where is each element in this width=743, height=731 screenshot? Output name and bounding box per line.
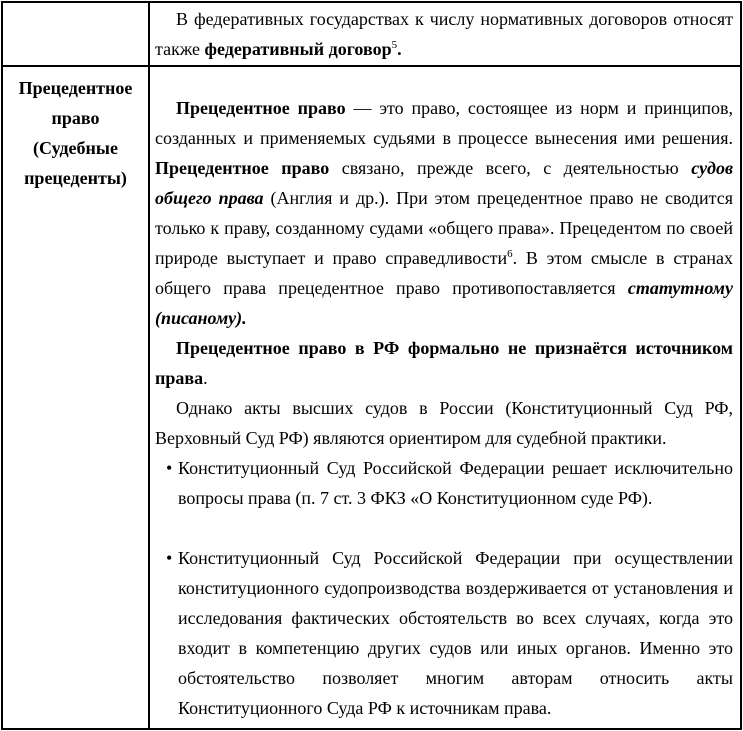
legal-sources-table xyxy=(1,1,742,730)
definition-cell-precedent-law xyxy=(149,66,741,729)
list-item-constitutional-court-law-questions xyxy=(155,453,733,513)
bullet-icon: • xyxy=(166,457,173,478)
term-title: Прецедентное право (Судебные прецеденты) xyxy=(18,77,133,188)
term-cell-empty xyxy=(2,2,149,66)
paragraph-precedent-rf-status: Прецедентное право в РФ формально не признаётся источником права. xyxy=(155,337,733,388)
paragraph-precedent-definition: Прецедентное право — это право, состоящее из норм и принципов, созданных и применяемых судьями в процессе вынесения ими решения. Прецедентное право связано, прежде всего, с деятельностью судов общего права (Англия и др.). При этом прецедентное право не сводится только к праву, созданному судами «общего права». Прецедентом по своей природе выступает и право справедливости$^6$. В этом смысле в странах общего права прецедентное право противопоставляется статутному (писаному). xyxy=(155,97,734,328)
definition-cell-federative-treaty xyxy=(149,2,741,66)
list-item-text: Конституционный Суд Российской Федерации при осуществлении конституционного судопроизводства воздерживается от установления и исследования фактических обстоятельств во всех случаях, когда это входит в компетенцию других судов или иных органов. Именно это обстоятельство позволяет многим авторам относить акты Конституционного Суда РФ к источникам права. xyxy=(178,547,733,718)
table-row-precedent-law xyxy=(2,66,741,729)
list-item-text: Конституционный Суд Российской Федерации решает исключительно вопросы права (п. 7 ст. 3 ФКЗ «О Конституционном суде РФ). xyxy=(178,457,733,508)
table-row-federative-treaty xyxy=(2,2,741,66)
paragraph-higher-courts: Однако акты высших судов в России (Конституционный Суд РФ, Верховный Суд РФ) являются ориентиром для судебной практики. xyxy=(155,397,733,448)
paragraph-federative-treaty: В федеративных государствах к числу нормативных договоров относят также федеративный договор$^5$. xyxy=(155,9,733,59)
list-item-constitutional-court-facts xyxy=(155,543,733,723)
bullet-icon: • xyxy=(166,547,173,568)
term-cell-precedent-law xyxy=(2,66,149,729)
